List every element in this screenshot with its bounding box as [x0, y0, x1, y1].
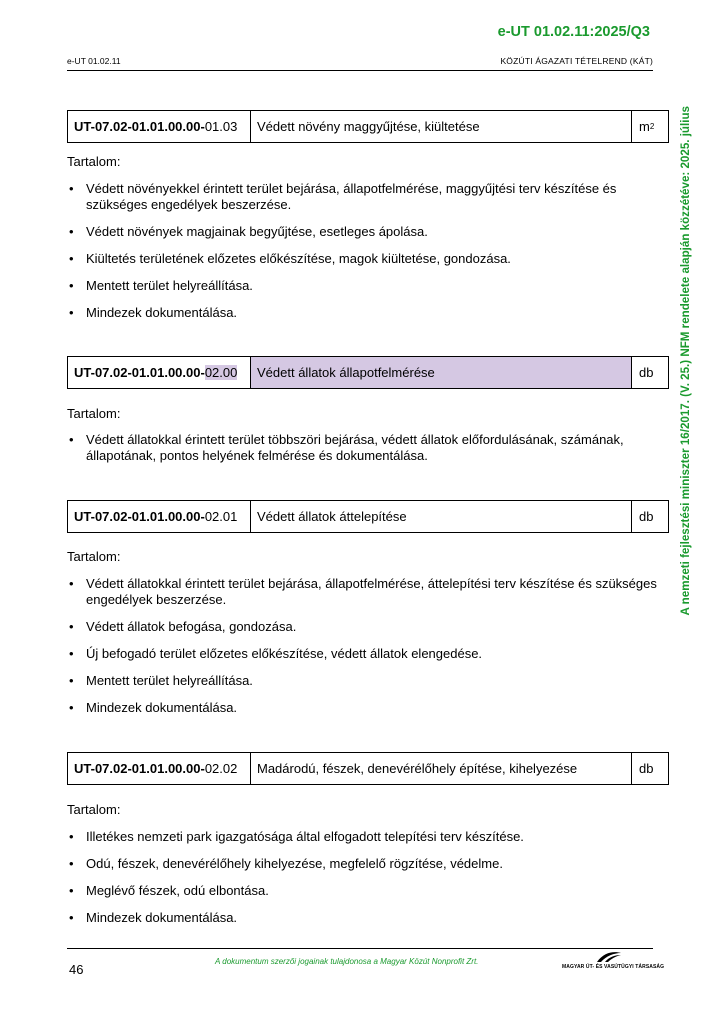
list-item: • Mindezek dokumentálása. [67, 700, 657, 716]
item-code-bold: UT-07.02-01.01.00.00- [74, 509, 205, 524]
item-code [68, 501, 251, 532]
unit-base: m [639, 119, 650, 134]
list-item: • Mindezek dokumentálása. [67, 910, 657, 926]
item-code [68, 111, 251, 142]
content-list [67, 576, 657, 727]
footer-divider [67, 948, 653, 949]
logo-text: MAGYAR ÚT- ÉS VASÚTÜGYI TÁRSASÁG [562, 964, 665, 970]
item-code-suffix: 02.00 [204, 365, 238, 380]
item-unit [632, 357, 668, 388]
item-unit: m 2 [639, 119, 655, 134]
item-name: Védett állatok áttelepítése [251, 501, 632, 532]
header-right: KÖZÚTI ÁGAZATI TÉTELREND (KÁT) [500, 56, 653, 66]
side-publication-note [676, 94, 694, 628]
content-list [67, 829, 657, 937]
item-code-suffix: 01.03 [204, 119, 238, 134]
item-code-suffix: 02.02 [204, 761, 238, 776]
item-table-0103 [67, 110, 669, 143]
publisher-logo [562, 950, 665, 974]
running-header [67, 56, 653, 71]
list-item: • Védett állatokkal érintett terület bejárása, állapotfelmérése, áttelepítési terv készítése és szükséges engedélyek beszerzése. [67, 576, 657, 608]
item-table-0202 [67, 752, 669, 785]
item-name: Védett növény maggyűjtése, kiültetése [251, 111, 632, 142]
item-code-bold: UT-07.02-01.01.00.00- [74, 365, 205, 380]
copyright-note: A dokumentum szerzői jogainak tulajdonosa a Magyar Közút Nonprofit Zrt. [215, 957, 479, 966]
list-item: • Védett növények magjainak begyűjtése, esetleges ápolása. [67, 224, 657, 240]
list-item: • Mindezek dokumentálása. [67, 305, 657, 321]
list-item: • Védett állatok befogása, gondozása. [67, 619, 657, 635]
unit-base: db [639, 761, 654, 776]
list-item: • Mentett terület helyreállítása. [67, 278, 657, 294]
content-label: Tartalom: [67, 549, 121, 564]
item-table-0200 [67, 356, 669, 389]
list-item: • Odú, fészek, denevérélőhely kihelyezése, megfelelő rögzítése, védelme. [67, 856, 657, 872]
content-label: Tartalom: [67, 406, 121, 421]
list-item: • Illetékes nemzeti park igazgatósága által elfogadott telepítési terv készítése. [67, 829, 657, 845]
item-code [68, 357, 251, 388]
content-label: Tartalom: [67, 802, 121, 817]
item-code-bold: UT-07.02-01.01.00.00- [74, 761, 205, 776]
page-number: 46 [69, 962, 84, 977]
unit-base: db [639, 509, 654, 524]
road-swoosh-logo-icon [596, 950, 622, 964]
content-label: Tartalom: [67, 154, 121, 169]
header-left: e-UT 01.02.11 [67, 56, 121, 66]
list-item: • Kiültetés területének előzetes előkészítése, magok kiültetése, gondozása. [67, 251, 657, 267]
list-item: • Védett állatokkal érintett terület többszöri bejárása, védett állatok előfordulásának, számának, állapotának, pontos helyének felmérése és dokumentálása. [67, 432, 657, 464]
list-item: • Új befogadó terület előzetes előkészítése, védett állatok elengedése. [67, 646, 657, 662]
content-list [67, 181, 657, 332]
document-code: e-UT 01.02.11:2025/Q3 [497, 24, 650, 40]
item-name: Madárodú, fészek, denevérélőhely építése, kihelyezése [251, 753, 632, 784]
item-code [68, 753, 251, 784]
side-note-text: A nemzeti fejlesztési miniszter 16/2017. (V. 25.) NFM rendelete alapján közzétéve: 2025. július [678, 106, 692, 616]
item-code-suffix: 02.01 [204, 509, 238, 524]
unit-base: db [639, 365, 654, 380]
list-item: • Védett növényekkel érintett terület bejárása, állapotfelmérése, maggyűjtési terv készítése és szükséges engedélyek beszerzése. [67, 181, 657, 213]
item-name: Védett állatok állapotfelmérése [251, 357, 632, 388]
item-unit [632, 753, 668, 784]
list-item: • Mentett terület helyreállítása. [67, 673, 657, 689]
content-list [67, 432, 657, 475]
item-unit [632, 501, 668, 532]
list-item: • Meglévő fészek, odú elbontása. [67, 883, 657, 899]
item-code-bold: UT-07.02-01.01.00.00- [74, 119, 205, 134]
item-table-0201 [67, 500, 669, 533]
